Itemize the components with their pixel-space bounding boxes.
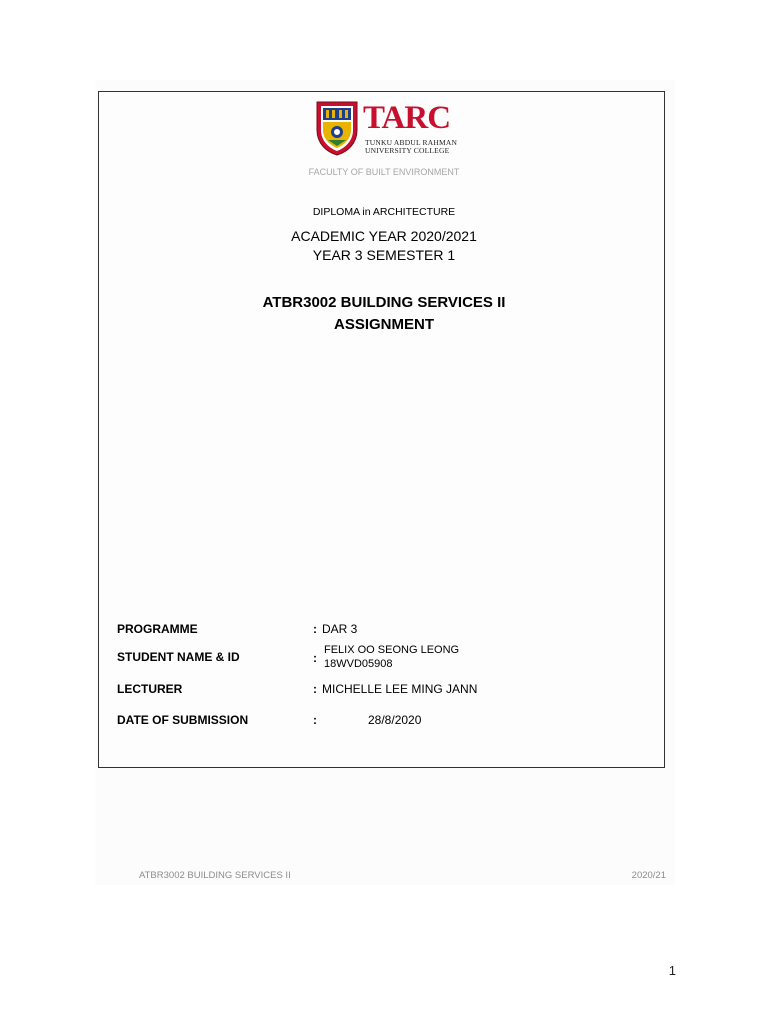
- programme-value: DAR 3: [322, 622, 358, 636]
- logo-subtitle-line2: UNIVERSITY COLLEGE: [365, 146, 450, 155]
- student-name: FELIX OO SEONG LEONG: [324, 644, 460, 656]
- date-value: 28/8/2020: [368, 713, 422, 727]
- footer-year: 2020/21: [631, 870, 666, 881]
- page-number: 1: [668, 963, 676, 978]
- date-colon: :: [313, 713, 317, 727]
- diploma-name: DIPLOMA in ARCHITECTURE: [312, 206, 456, 218]
- course-title: ATBR3002 BUILDING SERVICES II: [262, 294, 506, 311]
- semester: YEAR 3 SEMESTER 1: [312, 247, 456, 263]
- crest-icon: [314, 100, 360, 156]
- programme-colon: :: [313, 622, 317, 636]
- lecturer-value: MICHELLE LEE MING JANN: [322, 682, 478, 696]
- programme-label: PROGRAMME: [117, 622, 198, 636]
- academic-year: ACADEMIC YEAR 2020/2021: [291, 228, 477, 244]
- assignment-title: ASSIGNMENT: [333, 316, 434, 333]
- student-label: STUDENT NAME & ID: [117, 650, 240, 664]
- faculty-name: FACULTY OF BUILT ENVIRONMENT: [308, 167, 460, 177]
- student-id: 18WVD05908: [324, 658, 393, 670]
- lecturer-label: LECTURER: [117, 682, 183, 696]
- lecturer-colon: :: [313, 682, 317, 696]
- date-label: DATE OF SUBMISSION: [117, 713, 249, 727]
- logo-brand-text: TARC: [363, 100, 451, 136]
- student-colon: :: [313, 651, 317, 665]
- logo-subtitle-line1: TUNKU ABDUL RAHMAN: [365, 138, 458, 147]
- tarc-logo: [314, 100, 458, 156]
- footer-course: ATBR3002 BUILDING SERVICES II: [139, 870, 291, 881]
